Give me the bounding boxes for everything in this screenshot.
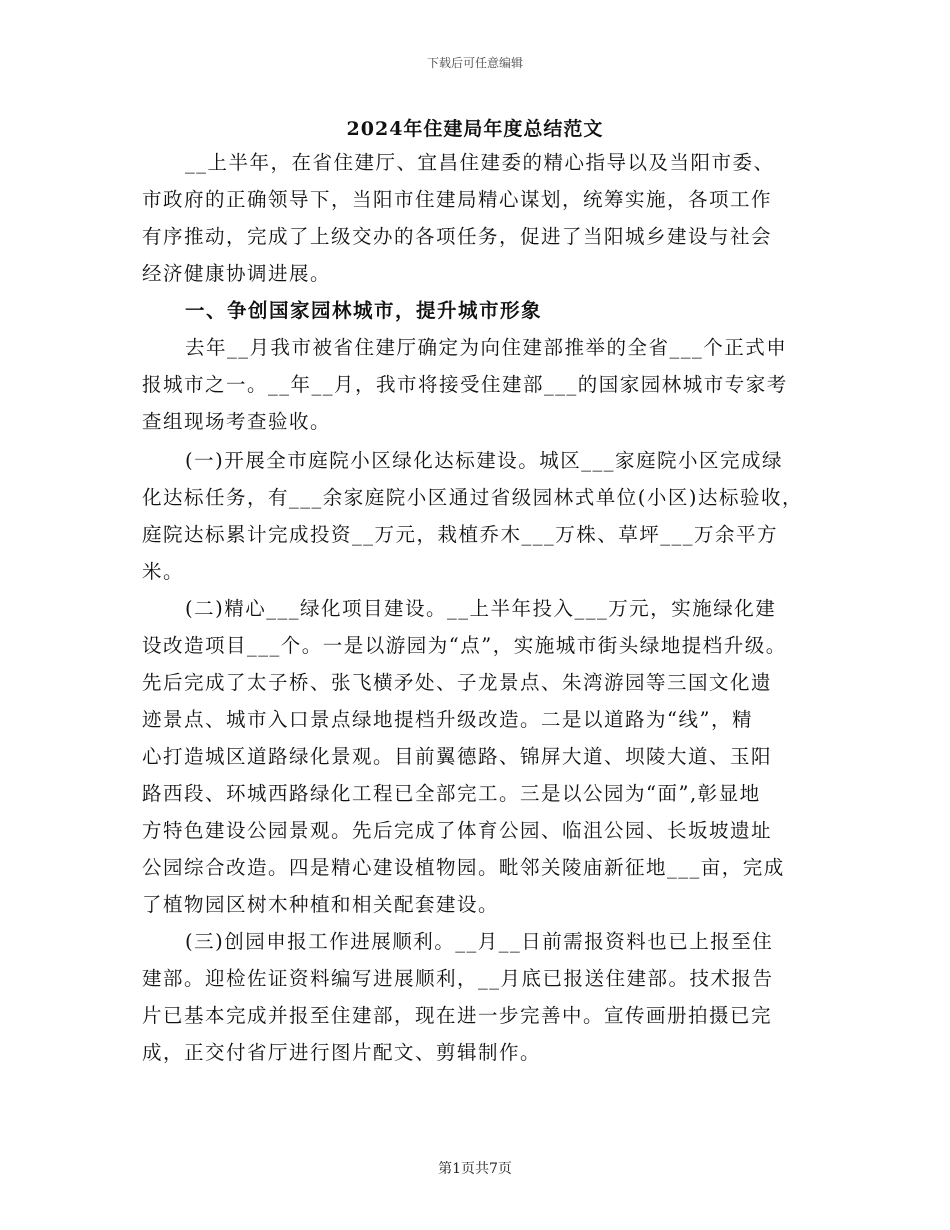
body-line: 方特色建设公园景观。先后完成了体育公园、临沮公园、长坂坡遗址 bbox=[142, 819, 773, 842]
section-heading: 一、争创国家园林城市，提升城市形象 bbox=[185, 299, 543, 322]
body-line: 有序推动，完成了上级交办的各项任务，促进了当阳城乡建设与社会 bbox=[142, 225, 773, 248]
body-line: (一)开展全市庭院小区绿化达标建设。城区___家庭院小区完成绿 bbox=[185, 449, 783, 472]
body-line: __上半年，在省住建厅、宜昌住建委的精心指导以及当阳市委、 bbox=[185, 151, 775, 174]
document-title: 2024年住建局年度总结范文 bbox=[346, 118, 604, 140]
body-line: 心打造城区道路绿化景观。目前翼德路、锦屏大道、坝陵大道、玉阳 bbox=[142, 745, 773, 768]
body-line: 去年__月我市被省住建厅确定为向住建部推举的全省___个正式申 bbox=[185, 336, 788, 359]
body-line: (三)创园申报工作进展顺利。__月__日前需报资料也已上报至住 bbox=[185, 930, 774, 953]
body-line: 化达标任务，有___余家庭院小区通过省级园林式单位(小区)达标验收， bbox=[142, 486, 803, 509]
body-line: 建部。迎检佐证资料编写进展顺利，__月底已报送住建部。技术报告 bbox=[142, 967, 774, 990]
body-line: 米。 bbox=[142, 560, 185, 583]
body-line: 设改造项目___个。一是以游园为“点”，实施城市街头绿地提档升级。 bbox=[142, 634, 787, 657]
body-line: 迹景点、城市入口景点绿地提档升级改造。二是以道路为“线”，精 bbox=[142, 708, 753, 731]
body-line: 市政府的正确领导下，当阳市住建局精心谋划，统筹实施，各项工作 bbox=[142, 188, 773, 211]
body-line: 公园综合改造。四是精心建设植物园。毗邻关陵庙新征地___亩，完成 bbox=[142, 856, 785, 879]
page-number-footer: 第1页共7页 bbox=[438, 1161, 512, 1177]
body-line: 查组现场考查验收。 bbox=[142, 410, 332, 433]
body-line: 经济健康协调进展。 bbox=[142, 262, 332, 285]
body-line: 报城市之一。__年__月，我市将接受住建部___的国家园林城市专家考 bbox=[142, 373, 788, 396]
body-line: (二)精心___绿化项目建设。__上半年投入___万元，实施绿化建 bbox=[185, 597, 777, 620]
body-line: 成，正交付省厅进行图片配文、剪辑制作。 bbox=[142, 1041, 542, 1064]
header-note: 下载后可任意编辑 bbox=[426, 56, 523, 70]
body-line: 片已基本完成并报至住建部，现在进一步完善中。宣传画册拍摄已完 bbox=[142, 1004, 773, 1027]
body-line: 了植物园区树木种植和相关配套建设。 bbox=[142, 893, 500, 916]
body-line: 路西段、环城西路绿化工程已全部完工。三是以公园为“面”,彰显地 bbox=[142, 782, 761, 805]
body-line: 先后完成了太子桥、张飞横矛处、子龙景点、朱湾游园等三国文化遗 bbox=[142, 671, 773, 694]
body-line: 庭院达标累计完成投资__万元，栽植乔木___万株、草坪___万余平方 bbox=[142, 523, 779, 546]
